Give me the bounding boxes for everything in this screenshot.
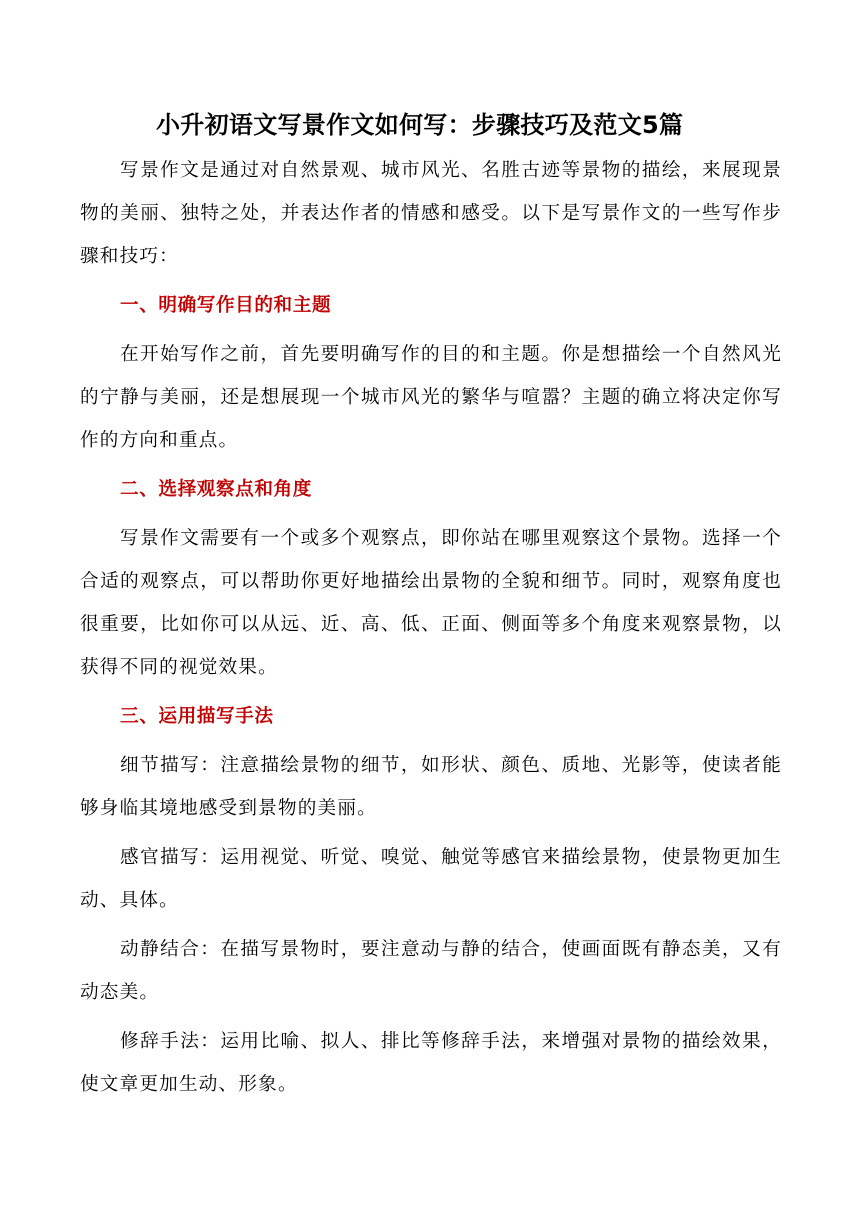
section-heading-2: 二、选择观察点和角度 (120, 479, 312, 500)
rhetoric-paragraph: 修辞手法：运用比喻、拟人、排比等修辞手法，来增强对景物的描绘效果，使文章更加生动、形象。 (80, 1031, 782, 1095)
section-2-paragraph: 写景作文需要有一个或多个观察点，即你站在哪里观察这个景物。选择一个合适的观察点，可以帮助你更好地描绘出景物的全貌和细节。同时，观察角度也很重要，比如你可以从远、近、高、低、正面、侧面等多个角度来观察景物，以获得不同的视觉效果。 (80, 528, 782, 678)
detail-description-paragraph: 细节描写：注意描绘景物的细节，如形状、颜色、质地、光影等，使读者能够身临其境地感受到景物的美丽。 (80, 755, 782, 819)
section-heading-1: 一、明确写作目的和主题 (120, 295, 332, 316)
motion-stillness-paragraph: 动静结合：在描写景物时，要注意动与静的结合，使画面既有静态美，又有动态美。 (80, 939, 782, 1003)
document-title: 小升初语文写景作文如何写：步骤技巧及范文5篇 (156, 111, 684, 139)
section-1-paragraph: 在开始写作之前，首先要明确写作的目的和主题。你是想描绘一个自然风光的宁静与美丽，还是想展现一个城市风光的繁华与喧嚣？主题的确立将决定你写作的方向和重点。 (80, 344, 782, 451)
section-heading-3: 三、运用描写手法 (120, 706, 274, 727)
intro-paragraph: 写景作文是通过对自然景观、城市风光、名胜古迹等景物的描绘，来展现景物的美丽、独特之处，并表达作者的情感和感受。以下是写景作文的一些写作步骤和技巧： (80, 160, 782, 267)
sensory-description-paragraph: 感官描写：运用视觉、听觉、嗅觉、触觉等感官来描绘景物，使景物更加生动、具体。 (80, 847, 782, 911)
document-page (80, 96, 782, 1112)
